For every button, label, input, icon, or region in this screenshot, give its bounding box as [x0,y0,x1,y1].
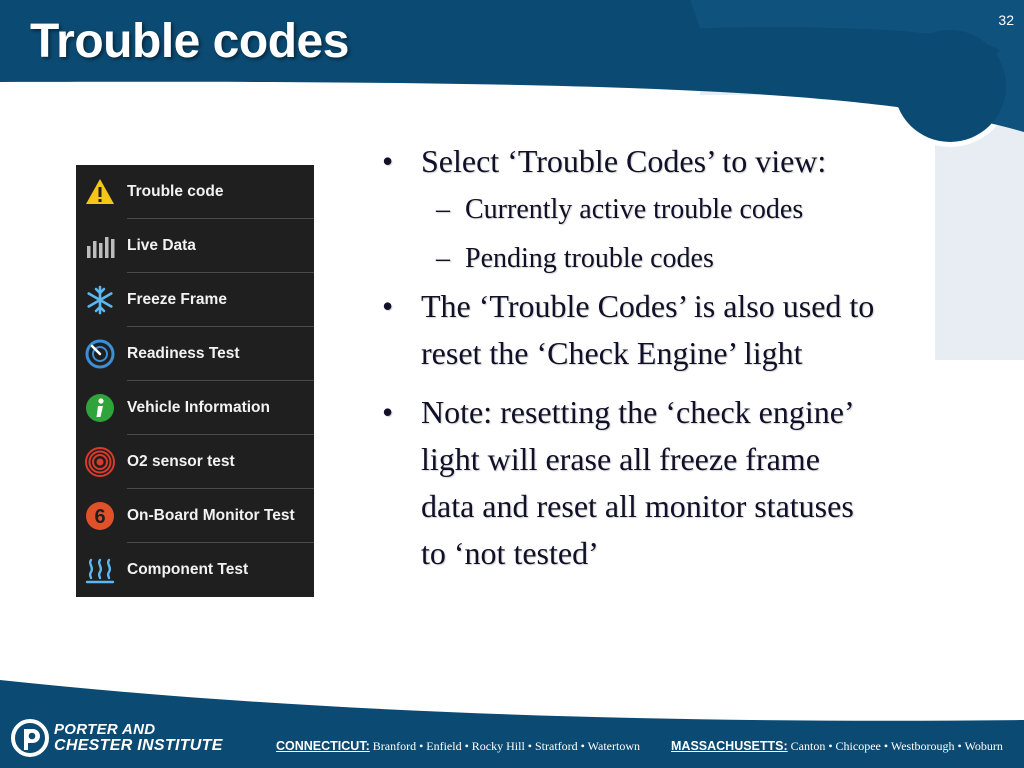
menu-item-label: Readiness Test [127,345,240,362]
readiness-gauge-icon [84,338,116,370]
menu-item-label: Component Test [127,561,249,578]
concentric-circles-icon [84,446,116,478]
sub-bullet-item [380,234,1000,283]
bullet-item [380,389,1000,577]
bullet-item [380,283,1000,377]
sub-bullet-item [380,185,1000,234]
page-number: 32 [998,12,1014,28]
massachusetts-label: MASSACHUSETTS: [671,739,788,753]
bullet-line: data and reset all monitor statuses [421,488,854,524]
menu-item-label: Live Data [127,237,196,254]
menu-item-readiness-test[interactable] [76,327,314,381]
footer-massachusetts [671,739,1003,754]
sub-bullet-text: Currently active trouble codes [465,194,804,225]
dash-mark: – [436,194,450,225]
bullet-line: light will erase all freeze frame [421,441,820,477]
porter-chester-logo-icon [10,718,50,758]
scanner-menu [76,165,314,597]
svg-text:6: 6 [94,506,106,528]
menu-item-label: Vehicle Information [127,399,270,416]
footer-connecticut [276,739,640,754]
bullet-mark: • [382,143,394,179]
bullet-line: The ‘Trouble Codes’ is also used to [421,288,875,324]
menu-item-vehicle-information[interactable] [76,381,314,435]
bullet-text: Select ‘Trouble Codes’ to view: [421,143,827,179]
bullet-line: Note: resetting the ‘check engine’ [421,394,855,430]
number-six-icon [84,500,116,532]
bullet-mark: • [382,394,394,430]
menu-item-label: Freeze Frame [127,291,227,308]
snowflake-icon [84,284,116,316]
dash-mark: – [436,243,450,274]
menu-item-on-board-monitor-test[interactable] [76,489,314,543]
bullet-item [380,138,1000,185]
menu-item-live-data[interactable] [76,219,314,273]
bullet-line: to ‘not tested’ [421,535,599,571]
menu-item-trouble-code[interactable] [76,165,314,219]
menu-item-label: O2 sensor test [127,453,235,470]
bullet-line: reset the ‘Check Engine’ light [421,335,803,371]
slide-title: Trouble codes [30,15,349,68]
menu-item-component-test[interactable] [76,543,314,597]
info-icon [84,392,116,424]
menu-item-label: On-Board Monitor Test [127,507,295,524]
connecticut-label: CONNECTICUT: [276,739,370,753]
logo-line-1: PORTER AND [54,721,156,738]
bullet-list [380,138,1000,577]
logo-line-2: CHESTER INSTITUTE [54,737,223,754]
heat-waves-icon [84,554,116,586]
menu-item-o2-sensor-test[interactable] [76,435,314,489]
bar-chart-icon [84,230,116,262]
menu-item-freeze-frame[interactable] [76,273,314,327]
connecticut-towns: Branford • Enfield • Rocky Hill • Stratford • Watertown [372,739,640,753]
bullet-mark: • [382,288,394,324]
menu-item-label: Trouble code [127,183,224,200]
warning-icon [84,176,116,208]
massachusetts-towns: Canton • Chicopee • Westborough • Woburn [790,739,1003,753]
sub-bullet-text: Pending trouble codes [465,243,714,274]
